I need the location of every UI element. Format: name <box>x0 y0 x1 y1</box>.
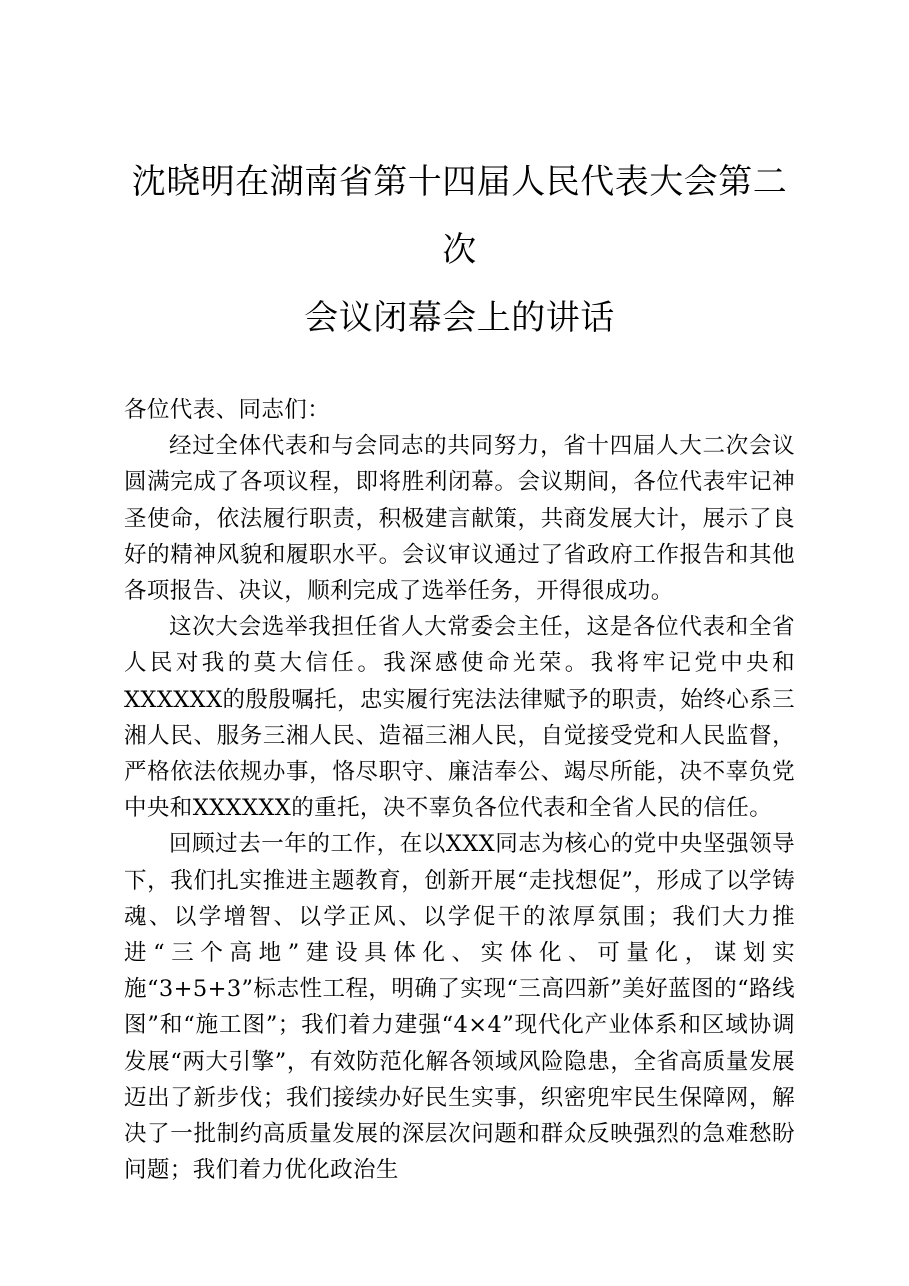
title-line-1: 沈晓明在湖南省第十四届人民代表大会第二次 <box>131 162 788 270</box>
title-line-2: 会议闭幕会上的讲话 <box>304 298 615 338</box>
salutation: 各位代表、同志们： <box>124 397 331 423</box>
document-body <box>124 392 795 1188</box>
paragraph-3: 回顾过去一年的工作，在以XXX同志为核心的党中央坚强领导下，我们扎实推进主题教育，创新开展“走找想促”，形成了以学铸魂、以学增智、以学正风、以学促干的浓厚氛围；我们大力推进“三个高地”建设具体化、实体化、可量化，谋划实施“3+5+3”标志性工程，明确了实现“三高四新”美好蓝图的“路线图”和“施工图”；我们着力建强“4×4”现代化产业体系和区域协调发展“两大引擎”，有效防范化解各领域风险隐患，全省高质量发展迈出了新步伐；我们接续办好民生实事，织密兜牢民生保障网，解决了一批制约高质量发展的深层次问题和群众反映强烈的急难愁盼问题；我们着力优化政治生 <box>124 831 795 1184</box>
document-title <box>124 140 795 352</box>
paragraph-1: 经过全体代表和与会同志的共同努力，省十四届人大二次会议圆满完成了各项议程，即将胜利闭幕。会议期间，各位代表牢记神圣使命，依法履行职责，积极建言献策，共商发展大计，展示了良好的精神风貌和履职水平。会议审议通过了省政府工作报告和其他各项报告、决议，顺利完成了选举任务，开得很成功。 <box>124 433 795 605</box>
paragraph-2: 这次大会选举我担任省人大常委会主任，这是各位代表和全省人民对我的莫大信任。我深感使命光荣。我将牢记党中央和XXXXXX的殷殷嘱托，忠实履行宪法法律赋予的职责，始终心系三湘人民、服务三湘人民、造福三湘人民，自觉接受党和人民监督，严格依法依规办事，恪尽职守、廉洁奉公、竭尽所能，决不辜负党中央和XXXXXX的重托，决不辜负各位代表和全省人民的信任。 <box>124 614 796 822</box>
